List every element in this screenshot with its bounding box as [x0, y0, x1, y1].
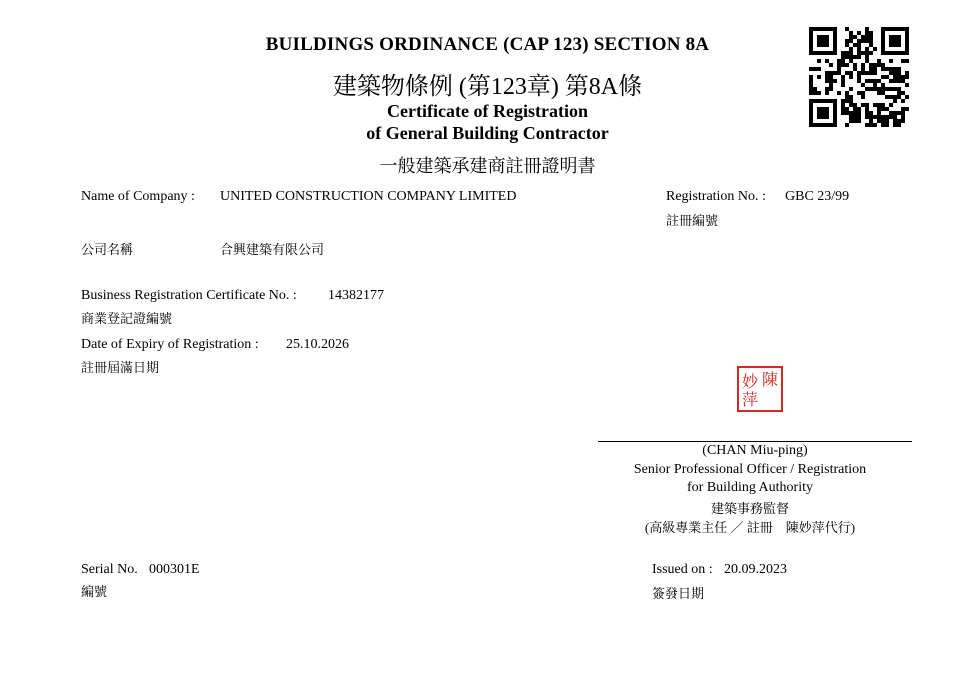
- business-reg-value: 14382177: [328, 288, 384, 303]
- signature-line: [598, 441, 912, 442]
- registration-no-label: Registration No. :: [666, 189, 766, 204]
- expiry-value: 25.10.2026: [286, 337, 349, 352]
- expiry-label-zh: 註冊屆滿日期: [81, 360, 160, 375]
- signatory-title-line2: for Building Authority: [687, 480, 813, 495]
- issued-label: Issued on :: [652, 562, 713, 577]
- issued-label-zh: 簽發日期: [652, 586, 705, 601]
- company-name: UNITED CONSTRUCTION COMPANY LIMITED: [220, 189, 517, 204]
- certificate-title-line2: of General Building Contractor: [366, 123, 609, 143]
- signatory-title-zh: 建築事務監督: [710, 501, 789, 516]
- issued-value: 20.09.2023: [724, 562, 787, 577]
- serial-label-zh: 編號: [81, 584, 108, 599]
- title-en: BUILDINGS ORDINANCE (CAP 123) SECTION 8A: [265, 34, 710, 55]
- serial-value: 000301E: [149, 562, 200, 577]
- business-reg-label-zh: 商業登記證編號: [81, 311, 173, 326]
- company-name-zh: 合興建築有限公司: [220, 242, 325, 257]
- seal-char: 陳: [762, 370, 779, 389]
- signatory-title-zh2: (高級專業主任 ／ 註冊 陳妙萍代行): [644, 520, 856, 535]
- certificate-title-zh: 一般建築承建商註冊證明書: [379, 156, 596, 176]
- title-zh: 建築物條例 (第123章) 第8A條: [332, 74, 643, 100]
- official-seal: [737, 366, 783, 412]
- expiry-label: Date of Expiry of Registration :: [81, 337, 259, 352]
- seal-char: 萍: [742, 390, 759, 409]
- company-label-zh: 公司名稱: [81, 242, 134, 257]
- registration-no-value: GBC 23/99: [785, 189, 850, 204]
- company-label: Name of Company :: [81, 189, 195, 204]
- registration-no-label-zh: 註冊編號: [666, 213, 719, 228]
- seal-char: 妙: [742, 372, 759, 391]
- business-reg-label: Business Registration Certificate No. :: [81, 288, 297, 303]
- signatory-name: (CHAN Miu-ping): [702, 443, 808, 458]
- signatory-title-line1: Senior Professional Officer / Registration: [633, 462, 867, 477]
- certificate-title-line1: Certificate of Registration: [387, 101, 588, 121]
- qr-code-icon: [809, 27, 909, 127]
- serial-label: Serial No.: [81, 562, 138, 577]
